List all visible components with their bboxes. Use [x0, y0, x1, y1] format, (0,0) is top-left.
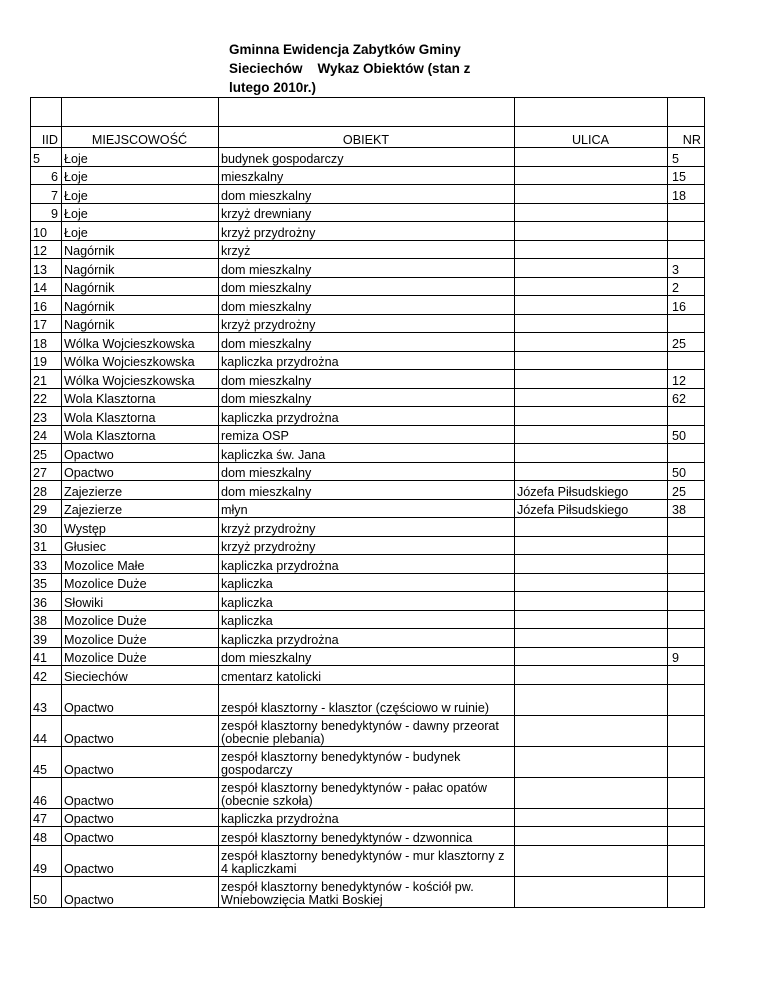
cell-iid: 48	[31, 827, 62, 846]
cell-nr: 15	[668, 166, 705, 185]
cell-nr	[668, 777, 705, 808]
cell-iid: 19	[31, 351, 62, 370]
table-row	[31, 333, 705, 352]
cell-iid: 17	[31, 314, 62, 333]
cell-obiekt: dom mieszkalny	[219, 259, 515, 278]
blank-cell	[668, 98, 705, 127]
cell-iid: 36	[31, 592, 62, 611]
monuments-table	[30, 97, 705, 908]
cell-miejscowosc: Zajezierze	[62, 481, 219, 500]
blank-cell	[62, 98, 219, 127]
cell-nr	[668, 592, 705, 611]
table-row	[31, 185, 705, 204]
cell-miejscowosc: Opactwo	[62, 684, 219, 715]
cell-iid: 27	[31, 462, 62, 481]
cell-iid: 21	[31, 370, 62, 389]
table-row	[31, 222, 705, 241]
cell-ulica	[515, 425, 668, 444]
cell-obiekt: kapliczka przydrożna	[219, 808, 515, 827]
cell-ulica	[515, 536, 668, 555]
table-row	[31, 351, 705, 370]
cell-miejscowosc: Nagórnik	[62, 314, 219, 333]
title-line-2: Sieciechów Wykaz Obiektów (stan z	[229, 61, 471, 76]
cell-obiekt: krzyż przydrożny	[219, 314, 515, 333]
cell-obiekt: zespół klasztorny benedyktynów - mur klasztorny z 4 kapliczkami	[219, 845, 515, 876]
cell-iid: 49	[31, 845, 62, 876]
table-row	[31, 388, 705, 407]
cell-ulica: Józefa Piłsudskiego	[515, 481, 668, 500]
cell-iid: 50	[31, 876, 62, 907]
cell-nr: 62	[668, 388, 705, 407]
table-row	[31, 444, 705, 463]
cell-obiekt: dom mieszkalny	[219, 370, 515, 389]
cell-iid: 16	[31, 296, 62, 315]
table-row	[31, 277, 705, 296]
cell-ulica	[515, 277, 668, 296]
cell-nr: 38	[668, 499, 705, 518]
table-row	[31, 746, 705, 777]
table-row	[31, 808, 705, 827]
cell-ulica	[515, 555, 668, 574]
cell-miejscowosc: Wola Klasztorna	[62, 388, 219, 407]
cell-ulica	[515, 166, 668, 185]
cell-nr	[668, 240, 705, 259]
cell-iid: 12	[31, 240, 62, 259]
cell-miejscowosc: Łoje	[62, 203, 219, 222]
cell-ulica	[515, 203, 668, 222]
table-row	[31, 425, 705, 444]
cell-nr	[668, 666, 705, 685]
cell-nr: 5	[668, 148, 705, 167]
cell-miejscowosc: Zajezierze	[62, 499, 219, 518]
cell-miejscowosc: Mozolice Duże	[62, 610, 219, 629]
table-row	[31, 592, 705, 611]
cell-nr	[668, 573, 705, 592]
cell-ulica	[515, 684, 668, 715]
cell-nr	[668, 351, 705, 370]
cell-obiekt: kapliczka przydrożna	[219, 351, 515, 370]
cell-nr: 25	[668, 481, 705, 500]
cell-nr: 3	[668, 259, 705, 278]
cell-iid: 23	[31, 407, 62, 426]
cell-nr	[668, 610, 705, 629]
cell-obiekt: kapliczka św. Jana	[219, 444, 515, 463]
blank-cell	[31, 98, 62, 127]
table-row	[31, 827, 705, 846]
cell-obiekt: zespół klasztorny - klasztor (częściowo w ruinie)	[219, 684, 515, 715]
cell-iid: 7	[31, 185, 62, 204]
cell-ulica	[515, 407, 668, 426]
cell-nr	[668, 407, 705, 426]
cell-iid: 46	[31, 777, 62, 808]
blank-row	[31, 98, 705, 127]
cell-ulica	[515, 148, 668, 167]
cell-obiekt: zespół klasztorny benedyktynów - dzwonnica	[219, 827, 515, 846]
cell-nr	[668, 444, 705, 463]
cell-miejscowosc: Nagórnik	[62, 296, 219, 315]
cell-miejscowosc: Łoje	[62, 166, 219, 185]
table-row	[31, 666, 705, 685]
cell-obiekt: kapliczka przydrożna	[219, 629, 515, 648]
cell-miejscowosc: Opactwo	[62, 845, 219, 876]
cell-nr	[668, 314, 705, 333]
cell-ulica	[515, 647, 668, 666]
cell-ulica	[515, 746, 668, 777]
cell-iid: 10	[31, 222, 62, 241]
cell-iid: 13	[31, 259, 62, 278]
cell-iid: 38	[31, 610, 62, 629]
cell-obiekt: zespół klasztorny benedyktynów - budynek gospodarczy	[219, 746, 515, 777]
cell-miejscowosc: Mozolice Małe	[62, 555, 219, 574]
cell-ulica	[515, 259, 668, 278]
cell-miejscowosc: Mozolice Duże	[62, 573, 219, 592]
cell-miejscowosc: Mozolice Duże	[62, 629, 219, 648]
cell-ulica	[515, 314, 668, 333]
cell-miejscowosc: Nagórnik	[62, 277, 219, 296]
cell-iid: 29	[31, 499, 62, 518]
cell-obiekt: remiza OSP	[219, 425, 515, 444]
cell-nr	[668, 222, 705, 241]
cell-obiekt: dom mieszkalny	[219, 277, 515, 296]
table-row	[31, 240, 705, 259]
cell-miejscowosc: Wola Klasztorna	[62, 407, 219, 426]
table-row	[31, 573, 705, 592]
cell-miejscowosc: Sieciechów	[62, 666, 219, 685]
cell-miejscowosc: Opactwo	[62, 462, 219, 481]
cell-miejscowosc: Opactwo	[62, 808, 219, 827]
cell-obiekt: dom mieszkalny	[219, 333, 515, 352]
cell-nr: 50	[668, 425, 705, 444]
table-row	[31, 499, 705, 518]
table-row	[31, 845, 705, 876]
cell-iid: 22	[31, 388, 62, 407]
cell-ulica	[515, 827, 668, 846]
table-row	[31, 536, 705, 555]
table-row	[31, 259, 705, 278]
cell-obiekt: dom mieszkalny	[219, 296, 515, 315]
table-row	[31, 462, 705, 481]
cell-nr	[668, 536, 705, 555]
table-row	[31, 715, 705, 746]
cell-obiekt: budynek gospodarczy	[219, 148, 515, 167]
cell-ulica	[515, 666, 668, 685]
cell-miejscowosc: Wólka Wojcieszkowska	[62, 370, 219, 389]
cell-miejscowosc: Głusiec	[62, 536, 219, 555]
cell-iid: 28	[31, 481, 62, 500]
table-row	[31, 407, 705, 426]
cell-miejscowosc: Opactwo	[62, 444, 219, 463]
cell-iid: 25	[31, 444, 62, 463]
cell-obiekt: krzyż	[219, 240, 515, 259]
cell-obiekt: cmentarz katolicki	[219, 666, 515, 685]
cell-obiekt: kapliczka przydrożna	[219, 555, 515, 574]
cell-nr: 12	[668, 370, 705, 389]
cell-ulica	[515, 370, 668, 389]
cell-ulica	[515, 876, 668, 907]
cell-nr: 50	[668, 462, 705, 481]
cell-miejscowosc: Opactwo	[62, 876, 219, 907]
cell-ulica	[515, 222, 668, 241]
cell-ulica	[515, 845, 668, 876]
header-miejscowosc: MIEJSCOWOŚĆ	[62, 127, 219, 148]
blank-cell	[219, 98, 515, 127]
cell-iid: 44	[31, 715, 62, 746]
cell-iid: 43	[31, 684, 62, 715]
cell-obiekt: zespół klasztorny benedyktynów - dawny przeorat (obecnie plebania)	[219, 715, 515, 746]
cell-iid: 31	[31, 536, 62, 555]
cell-nr	[668, 746, 705, 777]
table-row	[31, 518, 705, 537]
cell-obiekt: dom mieszkalny	[219, 481, 515, 500]
cell-iid: 42	[31, 666, 62, 685]
cell-ulica	[515, 592, 668, 611]
header-ulica: ULICA	[515, 127, 668, 148]
cell-obiekt: kapliczka przydrożna	[219, 407, 515, 426]
cell-iid: 9	[31, 203, 62, 222]
cell-miejscowosc: Wola Klasztorna	[62, 425, 219, 444]
cell-nr	[668, 827, 705, 846]
cell-iid: 30	[31, 518, 62, 537]
table-row	[31, 610, 705, 629]
cell-ulica	[515, 296, 668, 315]
cell-ulica	[515, 777, 668, 808]
table-row	[31, 555, 705, 574]
cell-miejscowosc: Wólka Wojcieszkowska	[62, 333, 219, 352]
header-row	[31, 127, 705, 148]
header-obiekt: OBIEKT	[219, 127, 515, 148]
cell-ulica	[515, 333, 668, 352]
table-row	[31, 314, 705, 333]
monuments-table-wrapper	[30, 97, 705, 908]
cell-miejscowosc: Łoje	[62, 222, 219, 241]
cell-iid: 5	[31, 148, 62, 167]
cell-nr	[668, 518, 705, 537]
table-row	[31, 647, 705, 666]
cell-miejscowosc: Opactwo	[62, 777, 219, 808]
cell-ulica	[515, 518, 668, 537]
cell-miejscowosc: Mozolice Duże	[62, 647, 219, 666]
cell-obiekt: kapliczka	[219, 573, 515, 592]
cell-nr	[668, 808, 705, 827]
cell-ulica	[515, 629, 668, 648]
table-row	[31, 296, 705, 315]
cell-iid: 45	[31, 746, 62, 777]
cell-obiekt: zespół klasztorny benedyktynów - kościół pw. Wniebowzięcia Matki Boskiej	[219, 876, 515, 907]
cell-obiekt: młyn	[219, 499, 515, 518]
cell-iid: 6	[31, 166, 62, 185]
cell-nr	[668, 876, 705, 907]
cell-miejscowosc: Łoje	[62, 185, 219, 204]
cell-nr: 9	[668, 647, 705, 666]
cell-miejscowosc: Wólka Wojcieszkowska	[62, 351, 219, 370]
table-row	[31, 777, 705, 808]
table-row	[31, 876, 705, 907]
cell-ulica	[515, 462, 668, 481]
cell-nr	[668, 845, 705, 876]
cell-ulica	[515, 808, 668, 827]
cell-nr	[668, 555, 705, 574]
cell-obiekt: dom mieszkalny	[219, 185, 515, 204]
title-line-3: lutego 2010r.)	[229, 80, 317, 95]
table-row	[31, 629, 705, 648]
table-row	[31, 684, 705, 715]
cell-obiekt: zespół klasztorny benedyktynów - pałac opatów (obecnie szkoła)	[219, 777, 515, 808]
header-nr: NR	[668, 127, 705, 148]
cell-nr	[668, 715, 705, 746]
cell-ulica	[515, 610, 668, 629]
cell-iid: 39	[31, 629, 62, 648]
cell-nr	[668, 203, 705, 222]
cell-iid: 14	[31, 277, 62, 296]
cell-obiekt: krzyż drewniany	[219, 203, 515, 222]
cell-obiekt: kapliczka	[219, 610, 515, 629]
blank-cell	[515, 98, 668, 127]
cell-obiekt: krzyż przydrożny	[219, 536, 515, 555]
cell-ulica	[515, 573, 668, 592]
cell-nr	[668, 684, 705, 715]
cell-ulica	[515, 240, 668, 259]
cell-obiekt: kapliczka	[219, 592, 515, 611]
cell-obiekt: dom mieszkalny	[219, 647, 515, 666]
table-row	[31, 166, 705, 185]
cell-obiekt: krzyż przydrożny	[219, 222, 515, 241]
cell-ulica	[515, 444, 668, 463]
cell-miejscowosc: Łoje	[62, 148, 219, 167]
cell-iid: 33	[31, 555, 62, 574]
cell-nr: 16	[668, 296, 705, 315]
cell-obiekt: dom mieszkalny	[219, 462, 515, 481]
cell-ulica	[515, 715, 668, 746]
cell-obiekt: mieszkalny	[219, 166, 515, 185]
cell-ulica	[515, 351, 668, 370]
cell-nr: 2	[668, 277, 705, 296]
cell-iid: 18	[31, 333, 62, 352]
cell-nr	[668, 629, 705, 648]
cell-ulica	[515, 185, 668, 204]
cell-iid: 41	[31, 647, 62, 666]
table-row	[31, 370, 705, 389]
cell-nr: 25	[668, 333, 705, 352]
table-row	[31, 481, 705, 500]
cell-iid: 24	[31, 425, 62, 444]
document-title	[229, 40, 529, 97]
cell-miejscowosc: Opactwo	[62, 715, 219, 746]
cell-miejscowosc: Nagórnik	[62, 240, 219, 259]
cell-obiekt: dom mieszkalny	[219, 388, 515, 407]
cell-nr: 18	[668, 185, 705, 204]
cell-ulica: Józefa Piłsudskiego	[515, 499, 668, 518]
table-row	[31, 148, 705, 167]
cell-miejscowosc: Występ	[62, 518, 219, 537]
cell-iid: 35	[31, 573, 62, 592]
cell-ulica	[515, 388, 668, 407]
cell-iid: 47	[31, 808, 62, 827]
title-line-1: Gminna Ewidencja Zabytków Gminy	[229, 42, 461, 57]
cell-miejscowosc: Opactwo	[62, 746, 219, 777]
cell-miejscowosc: Nagórnik	[62, 259, 219, 278]
cell-miejscowosc: Opactwo	[62, 827, 219, 846]
table-row	[31, 203, 705, 222]
cell-obiekt: krzyż przydrożny	[219, 518, 515, 537]
header-iid: IID	[31, 127, 62, 148]
cell-miejscowosc: Słowiki	[62, 592, 219, 611]
